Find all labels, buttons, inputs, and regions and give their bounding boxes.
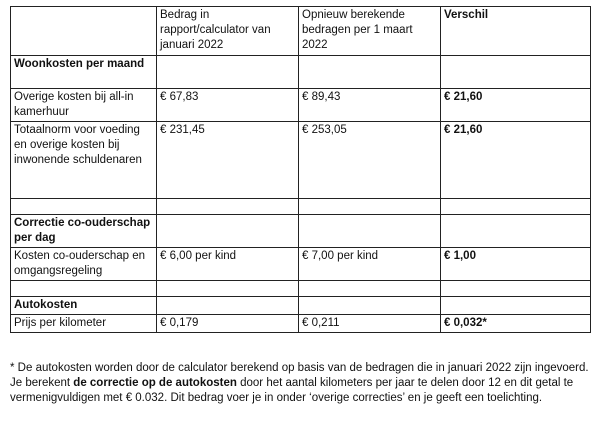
empty-cell [299,281,441,297]
empty-cell [299,56,441,89]
row-label: Totaalnorm voor voeding en overige kosten bij inwonende schuldenaren [11,122,157,199]
footnote-text-end: door het aantal kilometers per jaar te delen door 12 en dit getal te vermenigvuldigen met € 0.032. Dit bedrag voer je in onder ‘overige correcties’ en je geeft een toelichting. [10,377,574,404]
empty-cell [157,56,299,89]
section-row-woonkosten [11,56,591,89]
report-amount: € 0,179 [157,315,299,333]
table-row [11,89,591,122]
new-amount: € 253,05 [299,122,441,199]
table-row [11,248,591,281]
row-label: Overige kosten bij all-in kamerhuur [11,89,157,122]
empty-cell [11,281,157,297]
table-row [11,122,591,199]
difference-amount: € 21,60 [441,89,591,122]
row-label: Prijs per kilometer [11,315,157,333]
empty-cell [441,215,591,248]
report-amount: € 67,83 [157,89,299,122]
empty-cell [441,281,591,297]
cost-table [10,6,591,333]
empty-cell [157,199,299,215]
empty-cell [157,215,299,248]
empty-cell [299,215,441,248]
report-amount: € 6,00 per kind [157,248,299,281]
section-row-autokosten [11,297,591,315]
section-title-autokosten: Autokosten [11,297,157,315]
footnote [10,361,590,406]
spacer-row [11,199,591,215]
difference-amount: € 0,032* [441,315,591,333]
footnote-emphasis: de correctie op de autokosten [73,377,237,389]
empty-cell [441,56,591,89]
empty-cell [299,297,441,315]
section-row-coouderschap [11,215,591,248]
header-label-cell [11,7,157,56]
empty-cell [11,199,157,215]
section-title-woonkosten: Woonkosten per maand [11,56,157,89]
empty-cell [441,297,591,315]
empty-cell [157,281,299,297]
difference-amount: € 1,00 [441,248,591,281]
empty-cell [157,297,299,315]
new-amount: € 89,43 [299,89,441,122]
section-title-coouderschap: Correctie co-ouderschap per dag [11,215,157,248]
empty-cell [299,199,441,215]
empty-cell [441,199,591,215]
header-difference: Verschil [441,7,591,56]
new-amount: € 7,00 per kind [299,248,441,281]
footnote-text-start: * De autokosten worden door de calculator berekend op basis van de bedragen die in januari 2022 zijn ingevoerd. Je berekent [10,362,589,389]
table-header-row [11,7,591,56]
report-amount: € 231,45 [157,122,299,199]
difference-amount: € 21,60 [441,122,591,199]
table-row [11,315,591,333]
row-label: Kosten co-ouderschap en omgangsregeling [11,248,157,281]
header-new-amount: Opnieuw berekende bedragen per 1 maart 2022 [299,7,441,56]
spacer-row [11,281,591,297]
new-amount: € 0,211 [299,315,441,333]
header-report-amount: Bedrag in rapport/calculator van januari 2022 [157,7,299,56]
